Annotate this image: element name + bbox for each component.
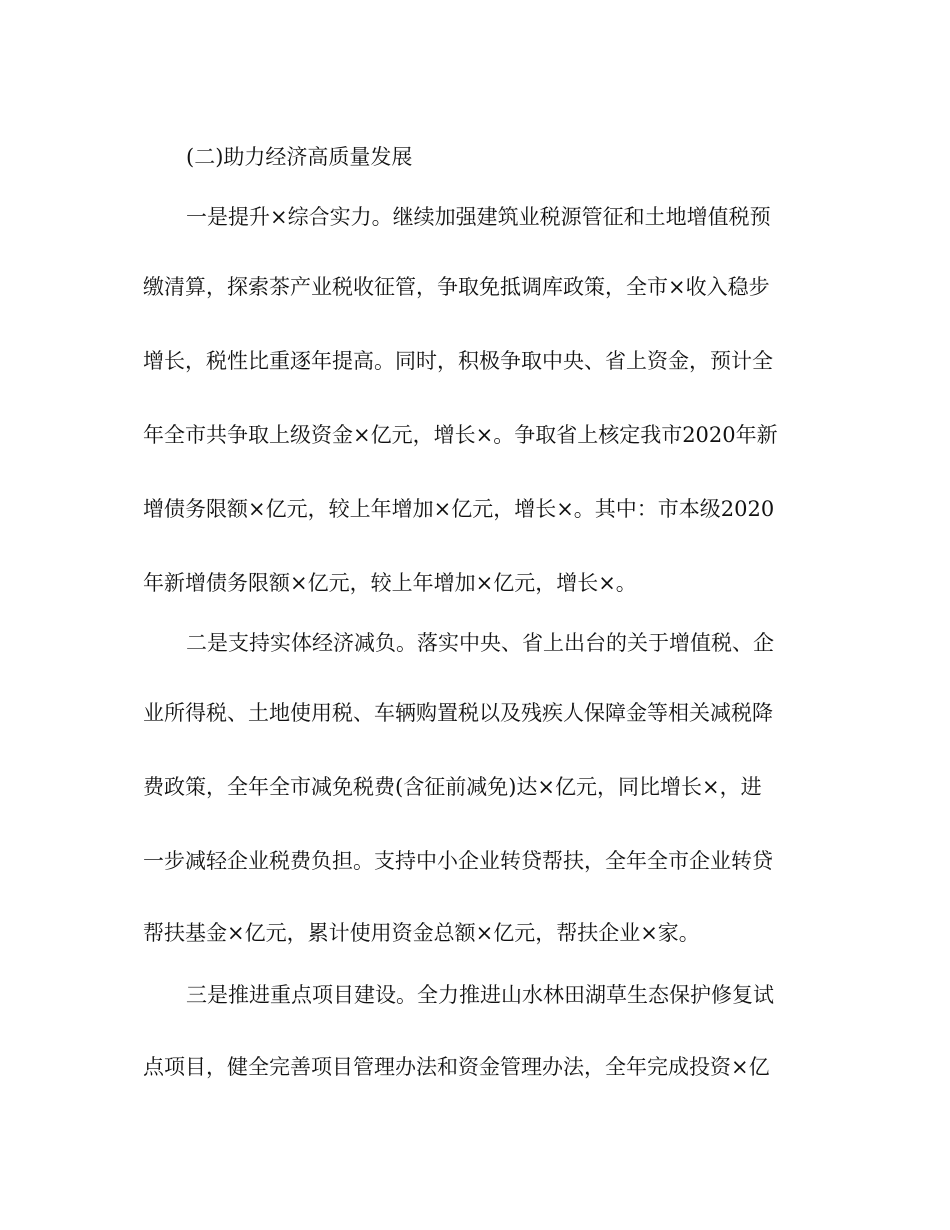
paragraph-line: 缴清算，探索茶产业税收征管，争取免抵调库政策，全市×收入稳步 [143,275,770,299]
paragraph-line: 二是支持实体经济减负。落实中央、省上出台的关于增值税、企 [186,631,774,655]
paragraph-line: 费政策，全年全市减免税费(含征前减免)达×亿元，同比增长×，进 [143,775,762,799]
paragraph-line: 增债务限额×亿元，较上年增加×亿元，增长×。其中：市本级2020 [143,497,775,521]
paragraph-line: 三是推进重点项目建设。全力推进山水林田湖草生态保护修复试 [186,983,774,1007]
paragraph-line: 增长，税性比重逐年提高。同时，积极争取中央、省上资金，预计全 [143,349,773,373]
paragraph-line: 业所得税、土地使用税、车辆购置税以及残疾人保障金等相关减税降 [143,701,773,725]
paragraph-line: 点项目，健全完善项目管理办法和资金管理办法，全年完成投资×亿 [143,1055,770,1079]
paragraph-line: 年新增债务限额×亿元，较上年增加×亿元，增长×。 [143,571,637,595]
paragraph-line: 年全市共争取上级资金×亿元，增长×。争取省上核定我市2020年新 [143,423,778,447]
paragraph-line: 一步减轻企业税费负担。支持中小企业转贷帮扶，全年全市企业转贷 [143,849,773,873]
paragraph-line: 帮扶基金×亿元，累计使用资金总额×亿元，帮扶企业×家。 [143,921,700,945]
paragraph-line: 一是提升×综合实力。继续加强建筑业税源管征和土地增值税预 [186,205,771,229]
section-heading: (二)助力经济高质量发展 [186,145,413,169]
